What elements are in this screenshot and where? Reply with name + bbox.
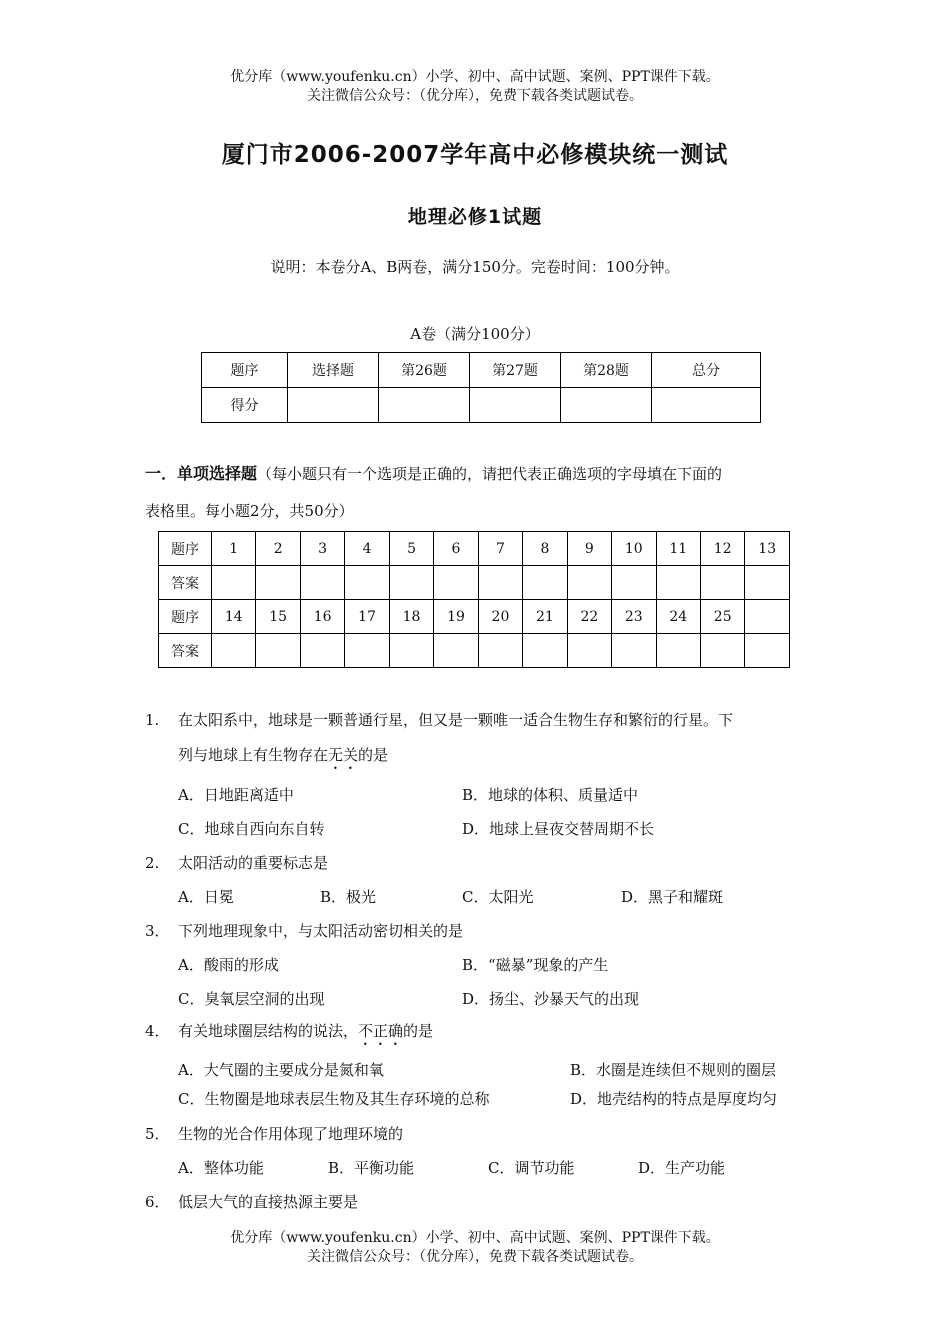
answer-seq-cell: 25 xyxy=(700,600,744,634)
answer-cell[interactable] xyxy=(612,634,656,668)
answer-seq-cell: 19 xyxy=(434,600,478,634)
answer-cell[interactable] xyxy=(212,634,256,668)
answer-cell[interactable] xyxy=(567,634,611,668)
answer-cell[interactable] xyxy=(612,566,656,600)
answer-cell[interactable] xyxy=(567,566,611,600)
question-2-text: 太阳活动的重要标志是 xyxy=(178,854,329,872)
question-3-option-a[interactable]: A．酸雨的形成 xyxy=(178,956,279,974)
answer-seq-cell: 18 xyxy=(389,600,433,634)
answer-seq-cell: 20 xyxy=(478,600,522,634)
answer-table xyxy=(158,531,790,668)
answer-seq-cell: 14 xyxy=(212,600,256,634)
answer-seq-cell: 23 xyxy=(612,600,656,634)
section-a-title: A卷（满分100分） xyxy=(410,325,540,343)
question-4-option-c[interactable]: C．生物圈是地球表层生物及其生存环境的总称 xyxy=(178,1090,490,1108)
answer-cell[interactable] xyxy=(700,634,744,668)
answer-cell[interactable] xyxy=(345,566,389,600)
answer-seq-cell: 5 xyxy=(389,532,433,566)
header-line-1: 优分库（www.youfenku.cn）小学、初中、高中试题、案例、PPT课件下载。 xyxy=(230,69,720,85)
score-header-cell: 第26题 xyxy=(379,353,470,388)
answer-cell[interactable] xyxy=(523,634,567,668)
question-4-line xyxy=(178,1020,433,1049)
answer-label-answer: 答案 xyxy=(159,634,212,668)
question-6-text: 低层大气的直接热源主要是 xyxy=(178,1193,359,1211)
answer-cell[interactable] xyxy=(434,566,478,600)
answer-seq-cell: 17 xyxy=(345,600,389,634)
answer-seq-cell: 12 xyxy=(700,532,744,566)
question-1-option-c[interactable]: C．地球自西向东自转 xyxy=(178,820,325,838)
question-4-option-d[interactable]: D．地壳结构的特点是厚度均匀 xyxy=(570,1090,778,1108)
answer-row-1 xyxy=(159,566,790,600)
answer-seq-cell: 10 xyxy=(612,532,656,566)
answer-cell[interactable] xyxy=(700,566,744,600)
question-1-option-a[interactable]: A．日地距离适中 xyxy=(178,786,294,804)
question-5-option-c[interactable]: C．调节功能 xyxy=(488,1159,575,1177)
part1-desc-2: 表格里。每小题2分，共50分） xyxy=(145,502,354,520)
answer-seq-cell: 9 xyxy=(567,532,611,566)
footer-line-2: 关注微信公众号：（优分库），免费下载各类试题试卷。 xyxy=(307,1249,643,1265)
question-1-line-1: 在太阳系中，地球是一颗普通行星，但又是一颗唯一适合生物生存和繁衍的行星。下 xyxy=(178,711,734,729)
question-2-number: 2. xyxy=(145,854,160,872)
question-1-option-b[interactable]: B．地球的体积、质量适中 xyxy=(462,786,639,804)
question-1-text-pre: 列与地球上有生物存在 xyxy=(178,746,329,764)
score-row-label: 得分 xyxy=(202,388,288,423)
answer-label-seq: 题序 xyxy=(159,600,212,634)
answer-cell[interactable] xyxy=(656,634,700,668)
question-5-option-a[interactable]: A．整体功能 xyxy=(178,1159,264,1177)
answer-seq-cell: 16 xyxy=(300,600,344,634)
part1-heading-line xyxy=(145,462,815,486)
question-5-option-b[interactable]: B．平衡功能 xyxy=(328,1159,415,1177)
score-cell[interactable] xyxy=(470,388,561,423)
answer-seq-cell: 6 xyxy=(434,532,478,566)
question-1-line-2 xyxy=(178,744,388,773)
answer-seq-cell xyxy=(745,600,790,634)
question-4-option-b[interactable]: B．水圈是连续但不规则的圈层 xyxy=(570,1061,777,1079)
answer-cell[interactable] xyxy=(478,634,522,668)
question-6-number: 6． xyxy=(145,1193,170,1211)
question-3-option-d[interactable]: D．扬尘、沙暴天气的出现 xyxy=(462,990,640,1008)
answer-cell[interactable] xyxy=(389,566,433,600)
question-2-option-c[interactable]: C．太阳光 xyxy=(462,888,534,906)
question-1-number: 1. xyxy=(145,711,160,729)
score-header-cell: 题序 xyxy=(202,353,288,388)
question-3-number: 3． xyxy=(145,922,170,940)
score-table-row xyxy=(202,388,761,423)
answer-label-answer: 答案 xyxy=(159,566,212,600)
part1-heading: 一．单项选择题 xyxy=(145,464,258,483)
question-4-number: 4． xyxy=(145,1022,170,1040)
footer-line-1: 优分库（www.youfenku.cn）小学、初中、高中试题、案例、PPT课件下载。 xyxy=(230,1230,720,1246)
question-2-option-b[interactable]: B．极光 xyxy=(320,888,377,906)
answer-row-2 xyxy=(159,634,790,668)
score-cell[interactable] xyxy=(288,388,379,423)
question-4-text-post: 的是 xyxy=(403,1022,434,1040)
answer-seq-cell: 22 xyxy=(567,600,611,634)
question-2-option-d[interactable]: D．黑子和耀斑 xyxy=(621,888,724,906)
answer-label-seq: 题序 xyxy=(159,532,212,566)
header-line-2: 关注微信公众号：（优分库），免费下载各类试题试卷。 xyxy=(307,88,643,104)
answer-cell[interactable] xyxy=(745,566,790,600)
score-header-cell: 选择题 xyxy=(288,353,379,388)
answer-cell[interactable] xyxy=(256,566,300,600)
answer-seq-row-1 xyxy=(159,532,790,566)
question-1-text-post: 的是 xyxy=(358,746,389,764)
answer-seq-cell: 1 xyxy=(212,532,256,566)
answer-seq-cell: 15 xyxy=(256,600,300,634)
question-4-text-pre: 有关地球圈层结构的说法， xyxy=(178,1022,359,1040)
page-title: 厦门市2006-2007学年高中必修模块统一测试 xyxy=(221,142,729,168)
question-1-emphasis: 无关 xyxy=(328,746,359,764)
answer-cell[interactable] xyxy=(523,566,567,600)
answer-seq-cell: 2 xyxy=(256,532,300,566)
answer-seq-cell: 21 xyxy=(523,600,567,634)
answer-seq-cell: 8 xyxy=(523,532,567,566)
question-5-text: 生物的光合作用体现了地理环境的 xyxy=(178,1125,404,1143)
answer-seq-cell: 3 xyxy=(300,532,344,566)
score-cell[interactable] xyxy=(561,388,652,423)
answer-cell[interactable] xyxy=(478,566,522,600)
answer-seq-cell: 11 xyxy=(656,532,700,566)
question-4-emphasis: 不正确 xyxy=(358,1022,404,1040)
score-header-cell: 第27题 xyxy=(470,353,561,388)
score-table-header-row xyxy=(202,353,761,388)
answer-cell[interactable] xyxy=(212,566,256,600)
answer-cell[interactable] xyxy=(389,634,433,668)
answer-seq-cell: 7 xyxy=(478,532,522,566)
answer-cell[interactable] xyxy=(656,566,700,600)
part1-desc-1: （每小题只有一个选项是正确的，请把代表正确选项的字母填在下面的 xyxy=(257,465,723,483)
question-4-option-a[interactable]: A．大气圈的主要成分是氮和氧 xyxy=(178,1061,384,1079)
page-subtitle: 地理必修1试题 xyxy=(407,206,543,228)
answer-cell[interactable] xyxy=(745,634,790,668)
answer-seq-cell: 13 xyxy=(745,532,790,566)
question-5-option-d[interactable]: D．生产功能 xyxy=(638,1159,726,1177)
answer-cell[interactable] xyxy=(345,634,389,668)
question-3-text: 下列地理现象中，与太阳活动密切相关的是 xyxy=(178,922,464,940)
score-header-cell: 第28题 xyxy=(561,353,652,388)
answer-seq-row-2 xyxy=(159,600,790,634)
score-cell[interactable] xyxy=(379,388,470,423)
answer-cell[interactable] xyxy=(256,634,300,668)
answer-cell[interactable] xyxy=(300,634,344,668)
instructions: 说明：本卷分A、B两卷，满分150分。完卷时间：100分钟。 xyxy=(270,258,680,276)
score-table xyxy=(201,352,761,423)
question-5-number: 5． xyxy=(145,1125,170,1143)
question-3-option-c[interactable]: C．臭氧层空洞的出现 xyxy=(178,990,325,1008)
score-header-cell: 总分 xyxy=(652,353,761,388)
question-2-option-a[interactable]: A．日冕 xyxy=(178,888,234,906)
answer-cell[interactable] xyxy=(300,566,344,600)
answer-seq-cell: 4 xyxy=(345,532,389,566)
answer-seq-cell: 24 xyxy=(656,600,700,634)
question-3-option-b[interactable]: B．“磁暴”现象的产生 xyxy=(462,956,609,974)
answer-cell[interactable] xyxy=(434,634,478,668)
question-1-option-d[interactable]: D．地球上昼夜交替周期不长 xyxy=(462,820,655,838)
score-cell[interactable] xyxy=(652,388,761,423)
